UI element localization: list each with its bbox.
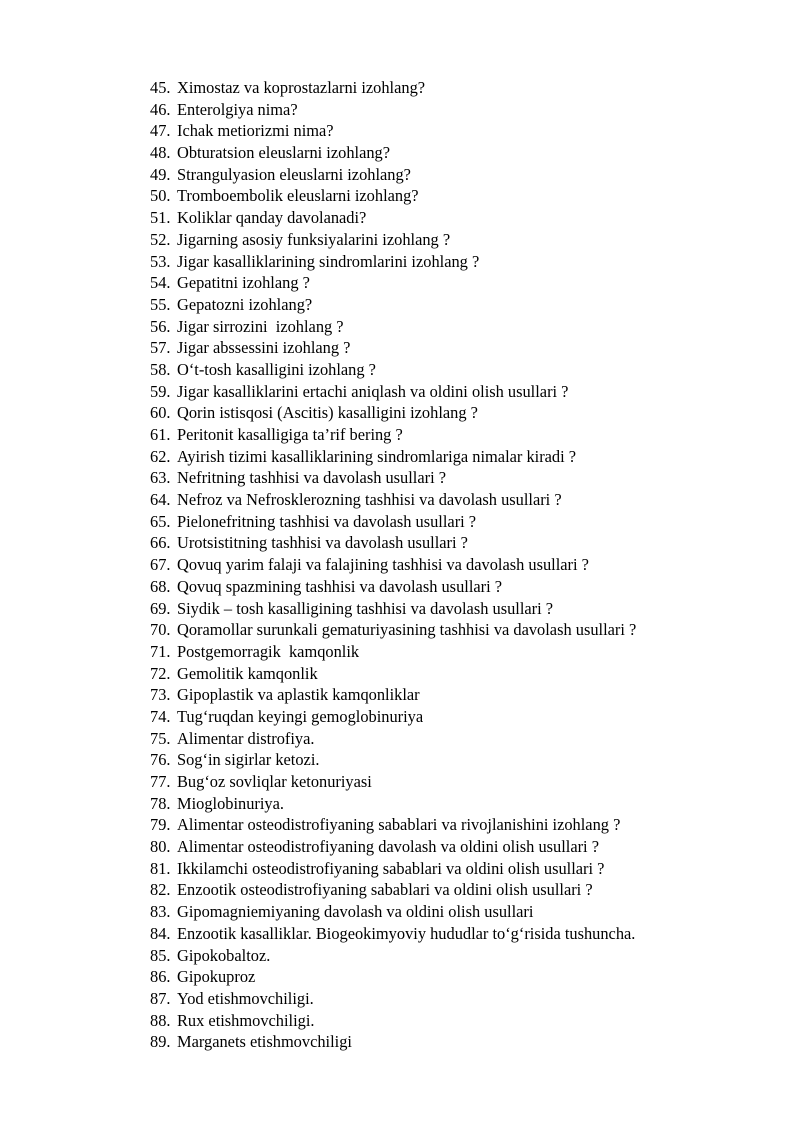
question-text: Obturatsion eleuslarni izohlang?: [177, 143, 391, 163]
question-item: [150, 619, 636, 641]
question-text: Gipokuproz: [177, 967, 256, 987]
question-item: [150, 489, 636, 511]
question-text: Ximostaz va koprostazlarni izohlang?: [177, 78, 426, 97]
question-item: [150, 359, 636, 381]
question-item: [150, 511, 636, 533]
question-number: 65.: [150, 511, 171, 531]
question-number: 54.: [150, 273, 171, 293]
question-item: [150, 858, 636, 880]
question-list: [150, 77, 636, 1053]
question-text: Nefroz va Nefrosklerozning tashhisi va davolash usullari ?: [177, 490, 562, 510]
question-number: 61.: [150, 425, 171, 444]
question-text: Gipokobaltoz.: [177, 945, 271, 965]
question-text: Gemolitik kamqonlik: [177, 663, 318, 683]
question-item: [150, 381, 636, 403]
question-number: 77.: [150, 772, 171, 791]
question-item: [150, 532, 636, 554]
question-item: [150, 164, 636, 186]
question-text: Yod etishmovchiligi.: [177, 988, 314, 1008]
question-text: Ikkilamchi osteodistrofiyaning sabablari va oldini olish usullari ?: [177, 858, 605, 878]
question-text: Tromboembolik eleuslarni izohlang?: [177, 186, 419, 206]
question-number: 78.: [150, 793, 171, 813]
question-text: Postgemorragik kamqonlik: [177, 641, 360, 661]
question-number: 64.: [150, 490, 171, 510]
question-number: 63.: [150, 468, 171, 488]
question-number: 87.: [150, 988, 171, 1008]
question-text: Ichak metiorizmi nima?: [177, 121, 334, 141]
question-item: [150, 728, 636, 750]
question-number: 57.: [150, 338, 171, 358]
question-number: 72.: [150, 663, 171, 683]
question-number: 56.: [150, 316, 171, 336]
question-number: 83.: [150, 902, 171, 922]
question-text: Strangulyasion eleuslarni izohlang?: [177, 164, 411, 184]
question-text: Rux etishmovchiligi.: [177, 1010, 315, 1030]
question-number: 70.: [150, 620, 171, 640]
question-number: 75.: [150, 728, 171, 748]
question-item: [150, 814, 636, 836]
question-number: 86.: [150, 967, 171, 987]
question-number: 71.: [150, 641, 171, 661]
question-item: [150, 598, 636, 620]
question-text: O‘t-tosh kasalligini izohlang ?: [177, 359, 376, 379]
question-text: Jigar kasalliklarini ertachi aniqlash va oldini olish usullari ?: [177, 381, 569, 401]
question-item: [150, 879, 636, 901]
question-text: Tug‘ruqdan keyingi gemoglobinuriya: [177, 706, 424, 726]
question-text: Jigarning asosiy funksiyalarini izohlang ?: [177, 229, 451, 249]
question-text: Peritonit kasalligiga ta’rif bering ?: [177, 425, 403, 444]
question-number: 74.: [150, 706, 171, 726]
question-text: Gipomagniemiyaning davolash va oldini olish usullari: [177, 902, 534, 922]
question-number: 55.: [150, 294, 171, 314]
question-item: [150, 185, 636, 207]
question-text: Qovuq yarim falaji va falajining tashhisi va davolash usullari ?: [177, 555, 589, 575]
question-number: 69.: [150, 598, 171, 618]
question-number: 53.: [150, 251, 171, 271]
question-number: 48.: [150, 143, 171, 163]
question-text: Ayirish tizimi kasalliklarining sindromlariga nimalar kiradi ?: [177, 446, 577, 466]
question-number: 58.: [150, 359, 171, 379]
question-text: Jigar sirrozini izohlang ?: [177, 316, 344, 336]
question-item: [150, 706, 636, 728]
question-item: [150, 294, 636, 316]
question-item: [150, 77, 636, 99]
question-number: 81.: [150, 858, 171, 878]
question-text: Nefritning tashhisi va davolash usullari ?: [177, 468, 447, 488]
question-item: [150, 663, 636, 685]
question-item: [150, 966, 636, 988]
question-item: [150, 99, 636, 121]
question-item: [150, 576, 636, 598]
question-item: [150, 988, 636, 1010]
question-item: [150, 641, 636, 663]
question-item: [150, 272, 636, 294]
question-item: [150, 554, 636, 576]
question-item: [150, 424, 636, 446]
question-number: 47.: [150, 121, 171, 141]
question-number: 73.: [150, 685, 171, 705]
question-number: 62.: [150, 446, 171, 466]
question-item: [150, 316, 636, 338]
question-number: 84.: [150, 923, 171, 943]
question-text: Pielonefritning tashhisi va davolash usullari ?: [177, 511, 477, 531]
question-number: 79.: [150, 815, 171, 835]
question-item: [150, 229, 636, 251]
question-number: 85.: [150, 945, 171, 965]
question-number: 51.: [150, 208, 171, 228]
question-text: Bug‘oz sovliqlar ketonuriyasi: [177, 772, 372, 791]
question-number: 82.: [150, 880, 171, 900]
question-item: [150, 142, 636, 164]
question-number: 45.: [150, 78, 171, 97]
question-item: [150, 337, 636, 359]
question-text: Koliklar qanday davolanadi?: [177, 208, 367, 228]
question-number: 89.: [150, 1032, 171, 1052]
question-text: Sog‘in sigirlar ketozi.: [177, 750, 320, 770]
question-number: 76.: [150, 750, 171, 770]
question-item: [150, 446, 636, 468]
question-number: 52.: [150, 229, 171, 249]
question-number: 49.: [150, 164, 171, 184]
question-item: [150, 1010, 636, 1032]
question-text: Alimentar osteodistrofiyaning davolash va oldini olish usullari ?: [177, 837, 599, 857]
question-text: Enzootik kasalliklar. Biogeokimyoviy hududlar to‘g‘risida tushuncha.: [177, 923, 636, 943]
question-item: [150, 945, 636, 967]
question-number: 46.: [150, 99, 171, 119]
question-item: [150, 1031, 636, 1053]
question-number: 50.: [150, 186, 171, 206]
question-item: [150, 467, 636, 489]
question-item: [150, 207, 636, 229]
question-number: 59.: [150, 381, 171, 401]
question-number: 88.: [150, 1010, 171, 1030]
question-text: Alimentar osteodistrofiyaning sabablari va rivojlanishini izohlang ?: [177, 815, 621, 835]
question-text: Jigar kasalliklarining sindromlarini izohlang ?: [177, 251, 480, 271]
question-text: Marganets etishmovchiligi: [177, 1032, 352, 1052]
question-text: Alimentar distrofiya.: [177, 728, 315, 748]
question-text: Mioglobinuriya.: [177, 793, 284, 813]
question-number: 67.: [150, 555, 171, 575]
question-item: [150, 923, 636, 945]
question-text: Qovuq spazmining tashhisi va davolash usullari ?: [177, 576, 503, 596]
question-text: Urotsistitning tashhisi va davolash usullari ?: [177, 533, 468, 553]
question-item: [150, 771, 636, 793]
question-item: [150, 120, 636, 142]
question-number: 68.: [150, 576, 171, 596]
question-number: 80.: [150, 837, 171, 857]
question-item: [150, 749, 636, 771]
question-text: Gepatozni izohlang?: [177, 294, 313, 314]
question-text: Siydik – tosh kasalligining tashhisi va davolash usullari ?: [177, 598, 554, 618]
question-item: [150, 901, 636, 923]
question-item: [150, 836, 636, 858]
question-text: Qoramollar surunkali gematuriyasining tashhisi va davolash usullari ?: [177, 620, 637, 640]
question-item: [150, 251, 636, 273]
question-text: Qorin istisqosi (Ascitis) kasalligini izohlang ?: [177, 403, 478, 423]
question-number: 66.: [150, 533, 171, 553]
question-text: Enterolgiya nima?: [177, 99, 298, 119]
question-text: Jigar abssessini izohlang ?: [177, 338, 351, 358]
question-item: [150, 793, 636, 815]
question-text: Enzootik osteodistrofiyaning sabablari va oldini olish usullari ?: [177, 880, 593, 900]
question-item: [150, 402, 636, 424]
question-number: 60.: [150, 403, 171, 423]
question-text: Gepatitni izohlang ?: [177, 273, 310, 293]
question-item: [150, 684, 636, 706]
question-text: Gipoplastik va aplastik kamqonliklar: [177, 685, 420, 705]
